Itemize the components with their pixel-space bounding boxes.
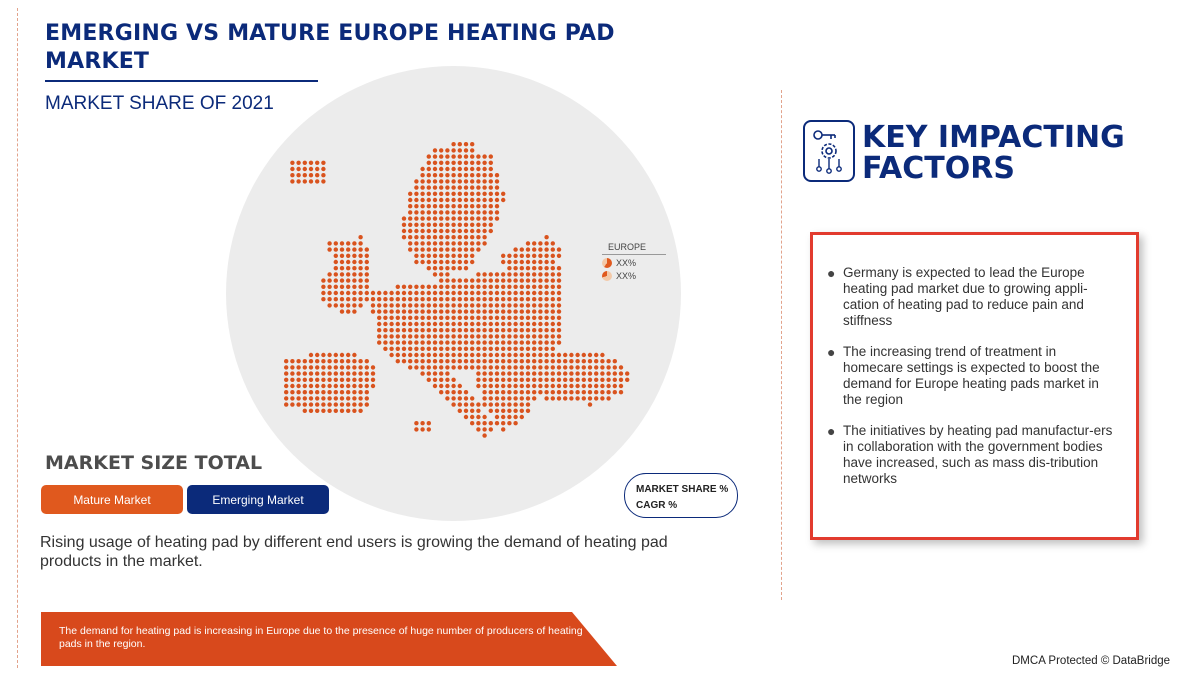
market-size-heading: MARKET SIZE TOTAL (45, 452, 263, 474)
gear-key-icon (803, 120, 855, 182)
factor-item (827, 265, 1118, 329)
bullet-icon: ● (827, 344, 836, 360)
page-subtitle: MARKET SHARE OF 2021 (45, 93, 274, 114)
factor-text: Germany is expected to lead the Europe heating pad market due to growing appli-cation of heating pad to reduce pain and stiffness (843, 265, 1088, 328)
left-dashed-divider (17, 8, 18, 668)
legend-header: EUROPE (602, 242, 666, 255)
key-factors-title-line1: KEY IMPACTING (862, 120, 1125, 155)
demand-banner (41, 612, 621, 666)
title-underline (45, 80, 318, 82)
key-factors-box (810, 232, 1139, 540)
page-title: EMERGING VS MATURE EUROPE HEATING PAD MARKET (45, 21, 615, 74)
key-factors-title-line2: FACTORS (862, 151, 1015, 186)
factor-item (827, 344, 1118, 408)
legend-item (602, 258, 666, 268)
bullet-icon: ● (827, 265, 836, 281)
cagr-label: CAGR % (636, 500, 678, 511)
factor-text: The increasing trend of treatment in homecare settings is expected to boost the demand for Europe heating pads market in the region (843, 344, 1100, 407)
dmca-footer: DMCA Protected © DataBridge (1012, 655, 1171, 667)
banner-text: The demand for heating pad is increasing in Europe due to the presence of huge number of producers of heating pads in the region. (59, 625, 583, 650)
market-share-label: MARKET SHARE % (636, 484, 729, 495)
right-dashed-divider (781, 90, 782, 600)
map-background-circle (226, 66, 681, 521)
market-share-badge (624, 473, 738, 518)
legend-item-label: XX% (616, 258, 637, 268)
factor-item (827, 423, 1118, 487)
rising-usage-text: Rising usage of heating pad by different end users is growing the demand of heating pad products in the market. (40, 534, 668, 570)
pie-icon (602, 258, 612, 268)
mature-market-button[interactable]: Mature Market (41, 485, 183, 514)
legend-item-label: XX% (616, 271, 637, 281)
pie-icon (602, 271, 612, 281)
map-legend (602, 242, 666, 281)
legend-item (602, 271, 666, 281)
key-factors-title (862, 122, 1125, 184)
factor-text: The initiatives by heating pad manufactur-ers in collaboration with the government bodies have increased, such as mass dis-tribution networks (843, 423, 1113, 486)
bullet-icon: ● (827, 423, 836, 439)
emerging-market-button[interactable]: Emerging Market (187, 485, 329, 514)
